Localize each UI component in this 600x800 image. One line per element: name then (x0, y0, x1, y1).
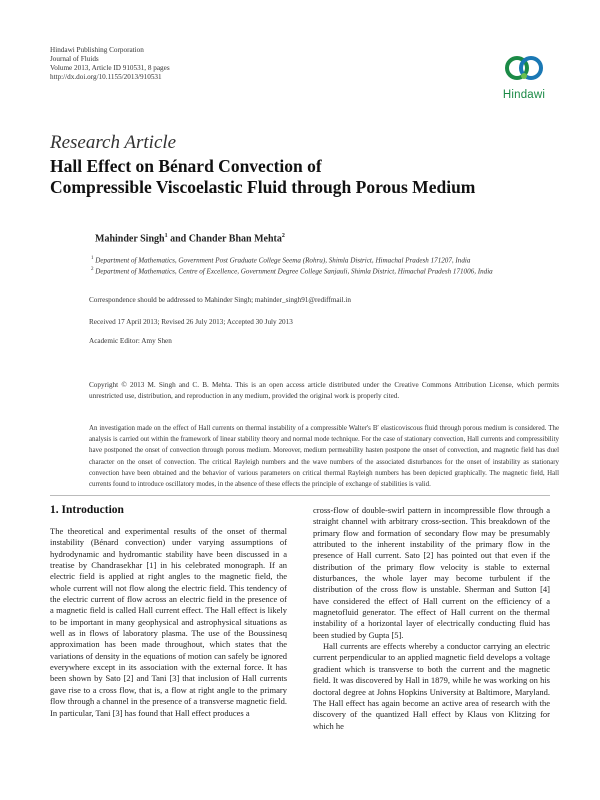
paper-title (50, 156, 570, 198)
section-heading: 1. Introduction (50, 504, 124, 516)
author-list (95, 233, 285, 244)
affiliation-mark: 1 (91, 256, 94, 261)
author-name: Mahinder Singh (95, 233, 165, 245)
copyright-notice: Copyright © 2013 M. Singh and C. B. Mehta. This is an open access article distributed under the Creative Commons Attribution License, which permits unrestricted use, distribution, and reproduction in any medium, provided the original work is properly cited. (89, 381, 559, 400)
affiliation-mark: 2 (281, 233, 285, 239)
doi-link[interactable]: http://dx.doi.org/10.1155/2013/910531 (50, 73, 162, 81)
affiliation-mark: 2 (91, 267, 94, 273)
author-connector: and (167, 233, 189, 245)
title-line-2: Compressible Viscoelastic Fluid through Porous Medium (50, 177, 476, 197)
journal-name: Journal of Fluids (50, 55, 99, 63)
volume-info: Volume 2013, Article ID 910531, 8 pages (50, 64, 170, 72)
affiliations (91, 254, 561, 277)
affiliation-mark: 1 (164, 233, 168, 239)
author-name: Chander Bhan Mehta (188, 233, 282, 245)
affiliation-text: Department of Mathematics, Centre of Excellence, Government Degree College Sanjauli, Shimla District, Himachal Pradesh 171006, India (95, 267, 493, 276)
abstract: An investigation made on the effect of Hall currents on thermal instability of a compressible Walter's B′ elasticoviscous fluid through porous medium is considered. The analysis is carried out within the framework of linear stability theory and normal mode technique. For the case of stationary convection, Hall currents and compressibility have postponed the onset of convection through porous medium. Moreover, medium permeability hasten postpone the onset of convection, and magnetic field has duel character on the onset of convection. The critical Rayleigh numbers and the wave numbers of the associated disturbances for the onset of instability as stationary convection have been obtained and the behavior of various parameters on critical thermal Rayleigh numbers has been depicted graphically. The magnetic field, Hall currents found to introduce oscillatory modes, in the absence of these effects the principle of exchange of stabilities is valid. (89, 425, 559, 489)
academic-editor: Academic Editor: Amy Shen (89, 337, 172, 345)
correspondence: Correspondence should be addressed to Mahinder Singh; mahinder_singh91@rediffmail.in (89, 296, 351, 304)
hindawi-logo-text: Hindawi (502, 89, 546, 101)
divider (50, 495, 550, 496)
journal-header (50, 46, 170, 82)
article-type: Research Article (50, 132, 177, 153)
paragraph: The theoretical and experimental results of the onset of thermal instability (Bénard convection) under varying assumptions of hydrodynamic and hydromantic stability have been discussed in a treatise by Chandrasekhar [1] in his celebrated monograph. If an electric field is applied at right angles to the magnetic field, the whole current will not flow along the electric field. This tendency of the electric current of flow across an electric field in the presence of a magnetic field is called Hall current effect. The Hall effect is likely to be important in many geophysical and astrophysical situations as well as in flows of laboratory plasma. The use of the Boussinesq approximation has been made throughout, which states that the variations of density in the equations of motion can safely be ignored everywhere except in its association with the external force. It has been shown by Sato [2] and Tani [3] that inclusion of Hall currents gave rise to a cross flow, that is, a flow at right angle to the primary flow through a channel in the presence of a transverse magnetic field. In particular, Tani [3] has found that Hall effect produces a (50, 526, 287, 718)
paragraph: Hall currents are effects whereby a conductor carrying an electric current perpendicular to an applied magnetic field develops a voltage gradient which is transverse to both the current and the magnetic field. It was discovered by Hall in 1879, while he was working on his doctoral degree at Johns Hopkins University at Baltimore, Maryland. The Hall effect has again become an active area of research with the discovery of the quantized Hall effect by Klaus von Klitzing for which he (313, 641, 550, 731)
right-column (313, 505, 550, 732)
left-column (50, 526, 287, 719)
paragraph: cross-flow of double-swirl pattern in incompressible flow through a straight channel with arbitrary cross-section. This breakdown of the primary flow and formation of secondary flow may be presumably attributed to the inherent instability of the primary flow in the presence of Hall current. Sato [2] has pointed out that even if the distribution of the primary flow velocity is stable to external disturbances, the whole layer may become turbulent if the distribution of the cross flow is unstable. Sherman and Sutton [4] have considered the effect of Hall current on the efficiency of a magnetofluid generator. The effect of Hall current on the thermal instability of a horizontal layer of electrically conducting fluid has been studied by Gupta [5]. (313, 505, 550, 640)
publisher-name: Hindawi Publishing Corporation (50, 46, 144, 54)
affiliation-item (91, 254, 561, 265)
publication-dates: Received 17 April 2013; Revised 26 July 2013; Accepted 30 July 2013 (89, 318, 293, 326)
affiliation-text: Department of Mathematics, Government Post Graduate College Seema (Rohru), Shimla District, Himachal Pradesh 171207, India (95, 256, 471, 265)
title-line-1: Hall Effect on Bénard Convection of (50, 156, 322, 176)
affiliation-item (91, 265, 561, 276)
